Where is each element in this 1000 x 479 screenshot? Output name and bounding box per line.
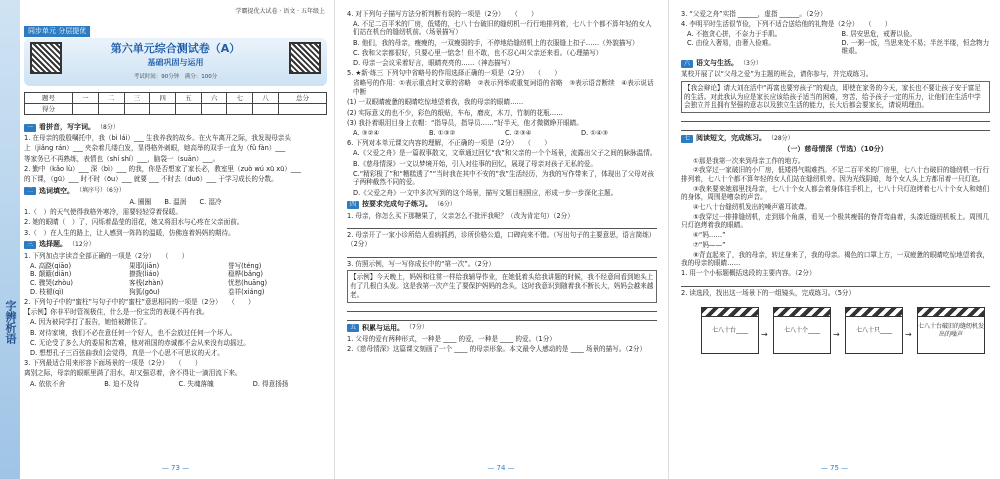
- section-6-text: 某校开展了以“父母之爱”为主题的班会，请你参与，并完成练习。: [681, 70, 873, 79]
- test-subtitle: 基础巩固与运用: [147, 58, 204, 67]
- qr-code-icon: [289, 42, 321, 74]
- option: A.《父爱之舟》是一篇叙事散文，文章通过回忆“我”和父亲的一个个场景，流露出父子之间的脉脉温情。: [353, 149, 657, 158]
- film-clip: 七八十个____: [773, 314, 831, 354]
- title-banner: [24, 38, 327, 86]
- question-text: 2. 读选段，找出这一场景下的一组镜头，完成练习。（5分）: [681, 289, 856, 298]
- spine-text: 字辨析语: [4, 300, 17, 344]
- question-item: (1) 一双眼睛疲惫的眼睛吃惊地望着我，我的母亲的眼睛……: [347, 98, 524, 107]
- question-note: 【示例】你非平时管视极住，什么是一份宝贵的表现不再有我。: [24, 308, 209, 317]
- arrow-right-icon: →: [833, 329, 840, 339]
- section-6-header: 六 语文与生活。 （3分）: [681, 59, 990, 68]
- score-table-score-row: 得分: [25, 104, 327, 115]
- answer-line[interactable]: [681, 115, 990, 122]
- section-1-header: 一 看拼音，写字词。 （8分）: [24, 123, 327, 132]
- page-left: [0, 0, 333, 479]
- answer-line[interactable]: [681, 124, 990, 131]
- test-meta: 考试时间：90分钟 满分：100分: [133, 74, 218, 80]
- option: D. 想想孔子三百弦曲我们会觉得，真是一个心思不可思议的天才。: [30, 349, 224, 358]
- option-grid: A. 高跷(qiāo) 果耶(jiān) 誉写(téng) B. 颠簸(diān) 撩拨(liáo) 稳桦(bǎng) C. 骤哭(zhòu) 客栈(zhàn) 忧愁(huāng) D. 枝褪(qì) 狗狐(gōu) 卷祥(xiáng): [30, 261, 268, 296]
- question-text: 3. 下列最适合用来形容下面场景的一项是（2分） （ ）: [24, 359, 202, 368]
- option: C. 无论受了多么大的委屈和苦难，他对祖国的赤诚都不会从来没有动摇过。: [30, 338, 250, 347]
- option-grid: A. 不抱贪心拼，不奈力于手肌。 B. 居安思危，戒奢以俭。 C. 由俭入奢易，由奢入俭难。 D. 一粥一饭，当思来处不易；半丝半缕，恒念物力维艰。: [687, 29, 990, 56]
- question-text: 4. 对下列句子描写方法分析判断有误的一项是（2分） （ ）: [347, 9, 538, 18]
- reading-paragraph: ①那是我第一次来到母亲工作的地方。: [693, 156, 805, 165]
- reading-paragraph: ③我来要来她那里找母亲，七八十个女人都会着身体往手机上，七八十只灯泡烤着七八十个女人和她们的身体，周围是嘈杂的声音。: [681, 184, 990, 202]
- option: A. 因为被同学打了报告，她怕被蹭住了。: [30, 318, 151, 327]
- question-text: 2. 母亲开了一家小诊所给人看病抓药，诊所价格公道，口碑向来不错。（写出句子的主要意思，语言简练）（2分）: [347, 231, 656, 248]
- question-text: 2.《慈母情深》这篇课文刻画了一个 ____ 的母亲形象。本文最令人感动的是 ____ 场景的描写。（2分）: [347, 344, 647, 353]
- option: B.《慈母情深》一文以梦境开始，引入对往事的回忆，展现了母亲对孩子无私的爱。: [353, 159, 597, 168]
- section-2-header: 二 选词填空。 （填序号）（6分）: [24, 187, 327, 196]
- page-number: — 75 —: [820, 463, 849, 472]
- example-box: 【示例】今天晚上，妈妈和往常一样给我辅导作业，在她低着头给我讲题的时候，我不经意间看到她头上有了几根白头发。这是我第一次产生了要保护妈妈的念头，这时我意识到随着我不断长大，妈妈会越来越老。: [347, 270, 657, 302]
- option: D.《父爱之舟》一文中多次写到的这个场景，描写文题目相照应，形成一步一步深化主题。: [353, 188, 618, 197]
- option: D. 母亲一会议采着好言，眼睛亮亮的……（神态描写）: [353, 59, 514, 68]
- answer-line[interactable]: [347, 222, 657, 229]
- question-text: 1. 父母的爱有两种形式，一种是 ____ 的爱，一种是 ____ 的爱。（1分）: [347, 334, 556, 343]
- section-7-header: 七 阅读短文，完成练习。 （28分）: [681, 134, 990, 143]
- test-title: 第六单元综合测试卷（A）: [110, 42, 241, 55]
- qr-code-icon: [30, 42, 62, 74]
- film-clip: 七八十台破旧的缝纫机发出的噪声: [917, 314, 985, 354]
- section-3-header: 三 选择题。 （12分）: [24, 240, 327, 249]
- question-item: (2) 实际意义的也不少，彩色的纸贴，车布，磨皮，木刀，竹制的花瓶……: [347, 108, 563, 117]
- option: C.“精彩极了”和“糟糕透了”“当时我在其中不安的”我”生活经历，为我的写作带来了，体现出了父母对孩子两种截然不同的爱。: [353, 169, 654, 187]
- brand-tag: 同步单元 分层提优: [24, 26, 90, 37]
- section-4-header: 四 按要求完成句子练习。 （6分）: [347, 200, 657, 209]
- question-text: 1. 下列加点字读音全部正确的一项是（2分） （ ）: [24, 251, 189, 260]
- book-spine: [0, 0, 20, 479]
- reading-paragraph: ⑦“妈——”: [693, 240, 726, 249]
- option-row: A. 依依不舍 B. 迫不及待 C. 失魂落魄 D. 得意扬扬: [30, 379, 289, 388]
- arrow-right-icon: →: [905, 329, 912, 339]
- section-1-line: 等家务已不再熟练，表情也（shí shí）___，脑袋一（suān）___。: [24, 154, 220, 163]
- reading-paragraph: ②我穿过一家破旧的小厂房，低矮得气喘难挡。不足二百平米的厂房里，七八十台破旧的缝纫机一行行排列着，七八十个都不算年轻的女人们站在缝纫机旁。因为光线阴暗，每个女人头上方都吊着一只灯泡。: [681, 166, 990, 183]
- question-text: 5. ★新·练三 下列句中省略号的作用选择正确的一项是（2分） （ ）: [347, 69, 561, 78]
- question-note: 省略号的作用：①表示重点时文章的省略 ②表示列举或重复词语的省略 ③表示语音断续 ④表示说话中断: [353, 79, 654, 97]
- reading-paragraph: ⑥“妈……”: [693, 231, 726, 240]
- question-text: 2. 下列句子中的“蜜柱”与句子中的“蜜柱”意思相同的一项是（2分） （ ）: [24, 298, 255, 307]
- page-middle-content: [347, 8, 657, 479]
- question-text: 6. 下列对本单元课文内容的理解，不正确的一项是（2分） （ ）: [347, 139, 551, 148]
- option: C. 我和父亲都很好，只要心里一惦念！但不敢，也不忍心叫父亲还来看。（心理描写）: [353, 48, 603, 57]
- series-tag: 学霸提优大试卷 · 语文 · 五年级上: [235, 8, 325, 15]
- answer-line[interactable]: [347, 314, 657, 321]
- film-clip: 七八十只____: [845, 314, 903, 354]
- reading-title: （一）慈母情深（节选）（10分）: [783, 145, 888, 154]
- question-item: (3) 我扑着眼泪目身上衣帽：“指导员，指导员……”好半天，他才微微睁开眼睛。: [347, 118, 583, 127]
- film-clip: 七八十台____: [701, 314, 759, 354]
- option-row: A. ③②④ B. ①③② C. ②③④ D. ①④③: [353, 128, 609, 137]
- section-1-line: 的下课，（gū）___ 时不时（ōu）___ 就要 ___ 不时去（duō）___ 于学习成长的分数。: [24, 175, 278, 184]
- option: A. 不足二百平米的厂房，低矮的，七八十台破旧的缝纫机一行行地排列着，七八十个都不算年轻的女人们站在机台的缝纫机前。（场景描写）: [353, 19, 652, 37]
- question-text: 1. 母亲，你怎么买下那糖果了，父亲怎么不批评我呢？（改为肯定句）（2分）: [347, 211, 574, 220]
- question-text: 3. 仿照示例，写一写你成长中的“第一次”。（2分）: [347, 259, 495, 268]
- reading-paragraph: ④七八十台缝纫机发出的噪声震耳欲聋。: [693, 203, 812, 212]
- page-left-content: [24, 0, 327, 479]
- page-number: — 73 —: [161, 463, 190, 472]
- option: B. 他们，我的母亲，瘦瘦的，一双瘦弱的手，不停地给缝纫机上的衣服缝上扣子……（外貌描写）: [353, 38, 639, 47]
- section-1-line: 1. 在母亲的殷殷嘱托中，我（bì lái）___ 生我养我的故乡。在火车离开之际，我发现母亲头: [24, 134, 291, 143]
- section-1-line: 上（jiǎng rán）___ 夹杂着几缕白发，显得格外刺眼，她高举的双手一直为（fǔ fàn）___: [24, 144, 286, 153]
- arrow-right-icon: →: [761, 329, 768, 339]
- film-clip-flow: [681, 302, 990, 362]
- answer-line[interactable]: [347, 305, 657, 312]
- section-2-item: 2. 她的眼睛（ ）了，闪烁着晶莹的泪花，她又将泪水与心疼在父亲面前。: [24, 218, 244, 227]
- section-2-item: 1.（ ）的天气使得我格外寒冷，需要轻轻穿着保暖。: [24, 208, 182, 217]
- section-5-header: 五 积累与运用。 （7分）: [347, 324, 657, 333]
- reading-paragraph: ⑧背直起来了，我的母亲，转过身来了，我的母亲。褐色的口罩上方，一双疲惫的眼睛吃惊地望着我，我的母亲的眼睛……: [681, 250, 990, 268]
- debate-note: 【我会辩论】请大刘在活中“再富也要穷孩子”的观点，即使在家务的今天，家长也不要让孩子安于富足的生活。对此我认为应是家长应该给孩子适当的困难，穷苦，给予孩子一定的压力，让他们在生活中学会独立并且拥有坚强的意志以及独立生活的能力，长大后都会要家长，请说明理由。: [681, 81, 990, 113]
- page-right: [668, 0, 1000, 479]
- section-2-item: 3.（ ）在人生的路上，让人感到一阵阵的温暖，仿佛连着妈妈的期待。: [24, 228, 235, 237]
- option: B. 对待家境，我们不必在意任何一个好人，也不会放过任何一个坏人。: [30, 328, 237, 337]
- page-middle: [334, 0, 667, 479]
- question-text: 3. “父爱之舟”实指 ______，虚指 ______。（2分）: [681, 9, 827, 18]
- section-1-line: 2. 勤中（kǎo lù）___ 深（bì）___ 的我，你是否想家了家长必，教室里（zuò wú xū xū）___: [24, 164, 301, 173]
- page1-body: [24, 120, 327, 388]
- reading-paragraph: ⑤我穿过一排排缝纫机，走到那个角落，看见一个极其瘦弱的脊背弯曲着，头凑近缝纫机板上。周围几只灯泡烤着我的眼睛。: [681, 212, 990, 230]
- page-number: — 74 —: [487, 463, 515, 472]
- question-text: 1. 用一个小标题概括选段的主要内容。（2分）: [681, 269, 816, 278]
- page-right-content: [681, 8, 990, 479]
- score-table-header-row: 题号 一 二 三 四 五 六 七 八 总分: [25, 93, 327, 104]
- answer-line[interactable]: [347, 251, 657, 258]
- question-note: 离别之际，母亲的眼眶里满了泪水，却又强忍着，舍不得让一滴泪流下来。: [24, 369, 242, 378]
- section-2-options: A. 圈圈 B. 温润 C. 湿冷: [129, 197, 222, 206]
- answer-line[interactable]: [681, 280, 990, 287]
- question-text: 4. 李明平时生活很节俭，下列不适合送给他的礼物是（2分） （ ）: [681, 19, 892, 28]
- score-table: [24, 92, 327, 115]
